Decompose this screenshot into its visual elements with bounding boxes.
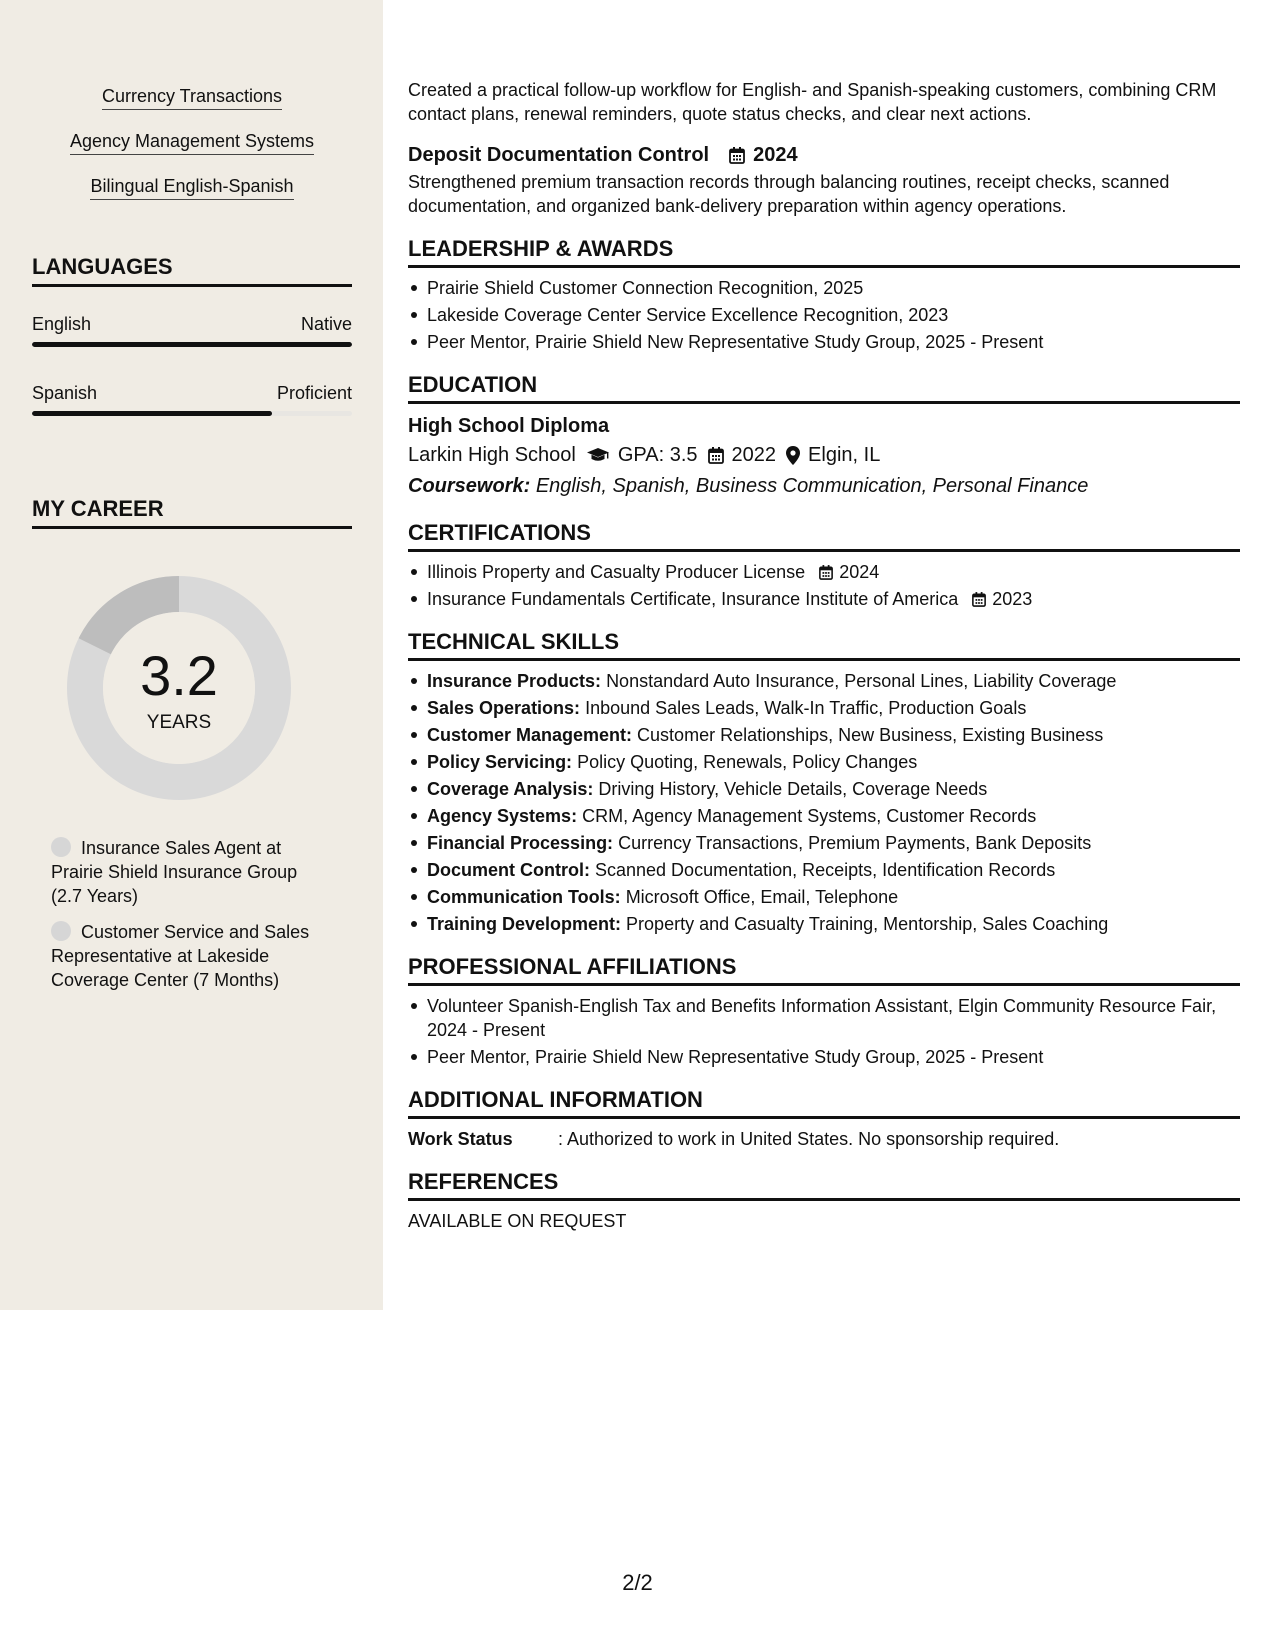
list-item: Prairie Shield Customer Connection Recognition, 2025 bbox=[408, 276, 1240, 300]
skill-label: Communication Tools: bbox=[427, 887, 621, 907]
education-school: Larkin High School bbox=[408, 444, 576, 466]
list-item bbox=[408, 560, 1240, 584]
skill-label: Document Control: bbox=[427, 860, 590, 880]
sidebar bbox=[0, 0, 383, 1310]
list-item bbox=[408, 696, 1240, 720]
list-item: Volunteer Spanish-English Tax and Benefits Information Assistant, Elgin Community Resource Fair, 2024 - Present bbox=[408, 994, 1240, 1042]
career-donut bbox=[67, 576, 291, 800]
skill-label: Agency Systems: bbox=[427, 806, 578, 826]
technical-skills-list bbox=[408, 669, 1240, 936]
skill-value: Property and Casualty Training, Mentorship, Sales Coaching bbox=[626, 914, 1109, 934]
project-description: Strengthened premium transaction records through balancing routines, receipt checks, scanned documentation, and organized bank-delivery preparation within agency operations. bbox=[408, 172, 1170, 216]
skill-value: Nonstandard Auto Insurance, Personal Lines, Liability Coverage bbox=[606, 671, 1117, 691]
certification-name: Insurance Fundamentals Certificate, Insurance Institute of America bbox=[427, 589, 959, 609]
language-bar bbox=[32, 342, 352, 347]
skill-label: Policy Servicing: bbox=[427, 752, 573, 772]
calendar-icon bbox=[819, 565, 833, 580]
skill-value: Customer Relationships, New Business, Existing Business bbox=[637, 725, 1104, 745]
leadership-list bbox=[408, 276, 1240, 354]
work-status bbox=[408, 1127, 1240, 1151]
certification-year: 2023 bbox=[992, 589, 1033, 609]
skill-label: Financial Processing: bbox=[427, 833, 614, 853]
education-year: 2022 bbox=[731, 444, 777, 466]
skill-tag: Agency Management Systems bbox=[70, 131, 314, 155]
skill-label: Insurance Products: bbox=[427, 671, 602, 691]
list-item: Peer Mentor, Prairie Shield New Representative Study Group, 2025 - Present bbox=[408, 1045, 1240, 1069]
affiliations-heading: PROFESSIONAL AFFILIATIONS bbox=[408, 954, 1240, 986]
project-title-row bbox=[408, 140, 1240, 170]
certification-year: 2024 bbox=[839, 562, 880, 582]
work-status-value: : Authorized to work in United States. No sponsorship required. bbox=[558, 1129, 1060, 1149]
education-location: Elgin, IL bbox=[808, 444, 881, 466]
career-item-text: Customer Service and Sales Representative at Lakeside Coverage Center (7 Months) bbox=[51, 922, 310, 990]
career-item bbox=[51, 920, 331, 992]
list-item bbox=[408, 777, 1240, 801]
skill-value: Scanned Documentation, Receipts, Identification Records bbox=[595, 860, 1056, 880]
career-list bbox=[51, 836, 331, 1004]
list-item bbox=[408, 723, 1240, 747]
references-text: AVAILABLE ON REQUEST bbox=[408, 1211, 627, 1231]
language-level: Native bbox=[300, 314, 352, 334]
calendar-icon bbox=[708, 447, 724, 464]
coursework-value: English, Spanish, Business Communication, Personal Finance bbox=[535, 475, 1089, 497]
list-item bbox=[408, 858, 1240, 882]
graduation-cap-icon bbox=[586, 447, 610, 463]
skill-label: Sales Operations: bbox=[427, 698, 581, 718]
list-item bbox=[408, 912, 1240, 936]
skill-tag: Currency Transactions bbox=[102, 86, 282, 110]
location-pin-icon bbox=[786, 446, 800, 465]
certifications-heading: CERTIFICATIONS bbox=[408, 520, 1240, 552]
references-heading: REFERENCES bbox=[408, 1169, 1240, 1201]
list-item bbox=[408, 587, 1240, 611]
skill-label: Coverage Analysis: bbox=[427, 779, 594, 799]
skill-tags bbox=[32, 86, 352, 221]
calendar-icon bbox=[972, 592, 986, 607]
list-item bbox=[408, 831, 1240, 855]
certifications-list bbox=[408, 560, 1240, 611]
list-item bbox=[408, 669, 1240, 693]
calendar-icon bbox=[729, 147, 745, 164]
career-heading: MY CAREER bbox=[32, 496, 352, 529]
page-number: 2/2 bbox=[622, 1570, 653, 1595]
leadership-heading: LEADERSHIP & AWARDS bbox=[408, 236, 1240, 268]
career-dot bbox=[51, 921, 71, 941]
education-gpa: GPA: 3.5 bbox=[617, 444, 698, 466]
work-status-label: Work Status bbox=[408, 1129, 513, 1149]
education-details bbox=[408, 440, 1240, 470]
technical-skills-heading: TECHNICAL SKILLS bbox=[408, 629, 1240, 661]
education-degree: High School Diploma bbox=[408, 415, 610, 437]
additional-info-heading: ADDITIONAL INFORMATION bbox=[408, 1087, 1240, 1119]
skill-value: Microsoft Office, Email, Telephone bbox=[625, 887, 899, 907]
language-level: Proficient bbox=[276, 383, 352, 403]
list-item bbox=[408, 750, 1240, 774]
skill-value: Driving History, Vehicle Details, Coverage Needs bbox=[598, 779, 988, 799]
career-item-text: Insurance Sales Agent at Prairie Shield Insurance Group (2.7 Years) bbox=[51, 838, 298, 906]
project-title: Deposit Documentation Control bbox=[408, 143, 710, 166]
education-heading: EDUCATION bbox=[408, 372, 1240, 404]
language-bar-fill bbox=[32, 342, 352, 347]
list-item: Peer Mentor, Prairie Shield New Representative Study Group, 2025 - Present bbox=[408, 330, 1240, 354]
list-item bbox=[408, 804, 1240, 828]
skill-tag: Bilingual English-Spanish bbox=[90, 176, 293, 200]
skill-value: Inbound Sales Leads, Walk-In Traffic, Production Goals bbox=[585, 698, 1027, 718]
career-dot bbox=[51, 837, 71, 857]
skill-value: Currency Transactions, Premium Payments, Bank Deposits bbox=[618, 833, 1092, 853]
education-coursework bbox=[408, 470, 1240, 502]
career-years-unit: YEARS bbox=[146, 712, 212, 733]
language-bar-fill bbox=[32, 411, 272, 416]
main-content bbox=[408, 78, 1240, 1233]
career-years-value: 3.2 bbox=[140, 644, 218, 707]
project-year: 2024 bbox=[753, 143, 798, 166]
language-name: Spanish bbox=[32, 383, 98, 403]
skill-value: Policy Quoting, Renewals, Policy Changes bbox=[577, 752, 918, 772]
list-item: Lakeside Coverage Center Service Excellence Recognition, 2023 bbox=[408, 303, 1240, 327]
career-item bbox=[51, 836, 331, 908]
affiliations-list bbox=[408, 994, 1240, 1069]
skill-label: Training Development: bbox=[427, 914, 622, 934]
certification-name: Illinois Property and Casualty Producer License bbox=[427, 562, 806, 582]
list-item bbox=[408, 885, 1240, 909]
project-intro: Created a practical follow-up workflow for English- and Spanish-speaking customers, combining CRM contact plans, renewal reminders, quote status checks, and clear next actions. bbox=[408, 80, 1217, 124]
language-bar bbox=[32, 411, 352, 416]
coursework-label: Coursework: bbox=[408, 475, 531, 497]
languages-heading: LANGUAGES bbox=[32, 254, 352, 287]
skill-label: Customer Management: bbox=[427, 725, 633, 745]
skill-value: CRM, Agency Management Systems, Customer Records bbox=[582, 806, 1037, 826]
language-name: English bbox=[32, 314, 92, 334]
